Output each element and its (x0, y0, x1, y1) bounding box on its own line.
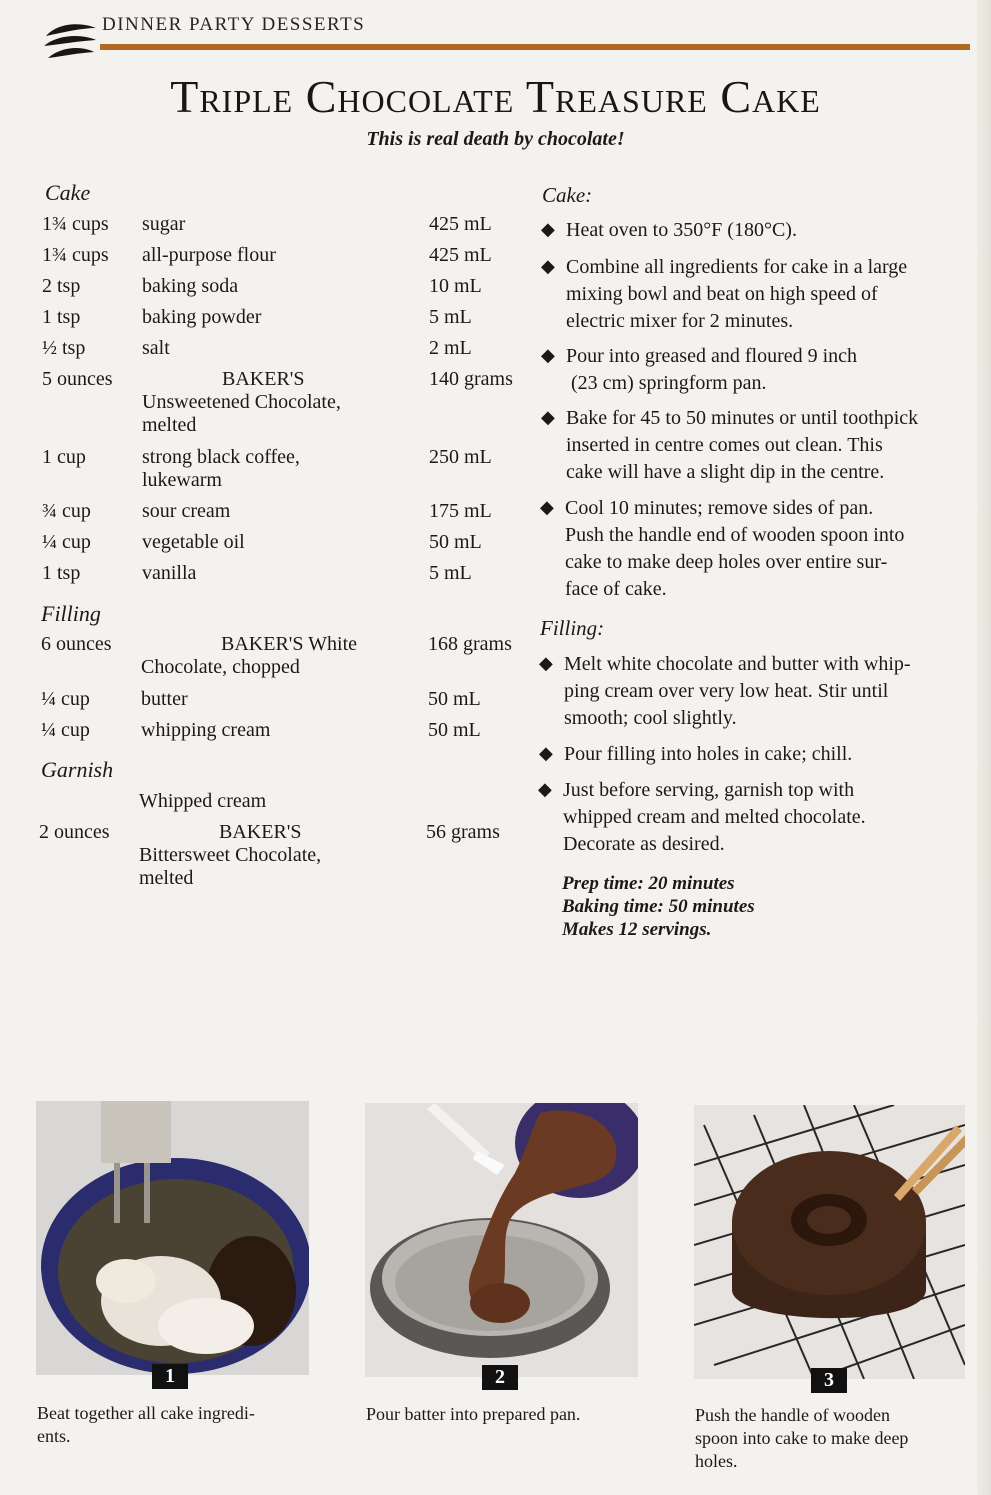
ingredient-metric: 168 grams (428, 633, 512, 655)
prep-time: Prep time: 20 minutes (562, 873, 735, 894)
ingredient-metric: 50 mL (428, 719, 481, 741)
ingredient-qty: ¼ cup (42, 531, 91, 553)
diamond-bullet-icon: ◆ (540, 497, 554, 517)
photo-cake-on-rack (694, 1105, 965, 1379)
ingredient-metric: 425 mL (429, 244, 492, 266)
page-edge (977, 0, 991, 1495)
ingredient-qty: 1 cup (42, 446, 86, 468)
ingredient-qty: ¼ cup (41, 719, 90, 741)
ingredient-metric: 175 mL (429, 500, 492, 522)
ingredient-qty: 5 ounces (42, 368, 113, 390)
ingredient-name: Whipped cream (139, 790, 267, 812)
photo-pouring-batter (365, 1103, 638, 1377)
diamond-bullet-icon: ◆ (541, 407, 555, 427)
diamond-bullet-icon: ◆ (539, 743, 553, 763)
recipe-subtitle: This is real death by chocolate! (366, 128, 625, 150)
ingredient-metric: 50 mL (428, 688, 481, 710)
ingredient-qty: 1¾ cups (42, 244, 109, 266)
ingredient-name: baking powder (142, 306, 262, 328)
ingredient-name: strong black coffee, lukewarm (142, 446, 300, 491)
ingredient-name: baking soda (142, 275, 239, 297)
ingredient-metric: 250 mL (429, 446, 492, 468)
diamond-bullet-icon: ◆ (538, 779, 552, 799)
timing-block (562, 872, 755, 941)
ingredient-qty: ¾ cup (42, 500, 91, 522)
ingredient-metric: 425 mL (429, 213, 492, 235)
method-filling-heading: Filling: (540, 616, 605, 640)
method-step: ◆ Bake for 45 to 50 minutes or until toothpick inserted in centre comes out clean. This cake will have a slight dip in the centre. (566, 405, 966, 486)
ingredient-metric: 5 mL (429, 306, 472, 328)
ingredient-name: sour cream (142, 500, 231, 522)
ingredient-qty: 1 tsp (42, 562, 81, 584)
ingredients-garnish-heading: Garnish (41, 757, 114, 782)
ingredient-qty: 1 tsp (42, 306, 81, 328)
method-step: ◆ Melt white chocolate and butter with whip- ping cream over very low heat. Stir until smooth; cool slightly. (564, 651, 964, 732)
diamond-bullet-icon: ◆ (539, 653, 553, 673)
photo-number: 3 (811, 1368, 847, 1393)
diamond-bullet-icon: ◆ (541, 219, 555, 239)
ingredient-qty: ¼ cup (41, 688, 90, 710)
ingredients-cake-heading: Cake (45, 180, 91, 205)
ingredients-filling-heading: Filling (41, 601, 101, 626)
section-label: DINNER PARTY DESSERTS (102, 14, 366, 35)
photo-number: 1 (152, 1364, 188, 1389)
ingredient-name: vanilla (142, 562, 197, 584)
method-cake-heading: Cake: (542, 183, 593, 207)
ingredient-name: whipping cream (141, 719, 271, 741)
photo-caption: Push the handle of wooden spoon into cake to make deep holes. (695, 1405, 909, 1471)
ingredient-qty: ½ tsp (42, 337, 86, 359)
ingredient-metric: 2 mL (429, 337, 472, 359)
photo-caption: Beat together all cake ingredi- ents. (37, 1403, 255, 1446)
header-rule (100, 44, 970, 50)
method-step: ◆ Pour into greased and floured 9 inch (23 cm) springform pan. (566, 343, 966, 397)
photo-mixing-bowl (36, 1101, 309, 1375)
ingredient-qty: 1¾ cups (42, 213, 109, 235)
method-step: ◆ Cool 10 minutes; remove sides of pan. Push the handle end of wooden spoon into cake to make deep holes over entire sur- face of cake. (565, 495, 965, 603)
ingredient-metric: 56 grams (426, 821, 500, 843)
method-step: ◆ Combine all ingredients for cake in a large mixing bowl and beat on high speed of electric mixer for 2 minutes. (566, 254, 966, 335)
ingredient-name: BAKER'S Bittersweet Chocolate, melted (139, 821, 322, 889)
ingredient-name: all-purpose flour (142, 244, 276, 266)
leaf-logo-icon (42, 20, 98, 66)
ingredient-metric: 50 mL (429, 531, 482, 553)
diamond-bullet-icon: ◆ (541, 256, 555, 276)
recipe-title: Triple Chocolate Treasure Cake (170, 71, 821, 122)
ingredient-name: BAKER'S Unsweetened Chocolate, melted (142, 368, 341, 436)
photo-caption: Pour batter into prepared pan. (366, 1404, 581, 1424)
method-step: ◆ Just before serving, garnish top with whipped cream and melted chocolate. Decorate as desired. (563, 777, 963, 858)
method-step: ◆ Heat oven to 350°F (180°C). (566, 217, 966, 244)
ingredient-name: butter (141, 688, 188, 710)
photo-number: 2 (482, 1365, 518, 1390)
ingredient-metric: 5 mL (429, 562, 472, 584)
baking-time: Baking time: 50 minutes (562, 896, 755, 917)
ingredient-qty: 6 ounces (41, 633, 112, 655)
ingredient-metric: 10 mL (429, 275, 482, 297)
ingredient-name: BAKER'S White Chocolate, chopped (141, 633, 358, 678)
ingredient-qty: 2 ounces (39, 821, 110, 843)
servings: Makes 12 servings. (562, 919, 712, 940)
ingredient-qty: 2 tsp (42, 275, 81, 297)
ingredient-metric: 140 grams (429, 368, 513, 390)
method-step: ◆ Pour filling into holes in cake; chill. (564, 741, 964, 768)
ingredient-name: salt (142, 337, 170, 359)
ingredient-name: sugar (142, 213, 186, 235)
diamond-bullet-icon: ◆ (541, 345, 555, 365)
ingredient-name: vegetable oil (142, 531, 245, 553)
